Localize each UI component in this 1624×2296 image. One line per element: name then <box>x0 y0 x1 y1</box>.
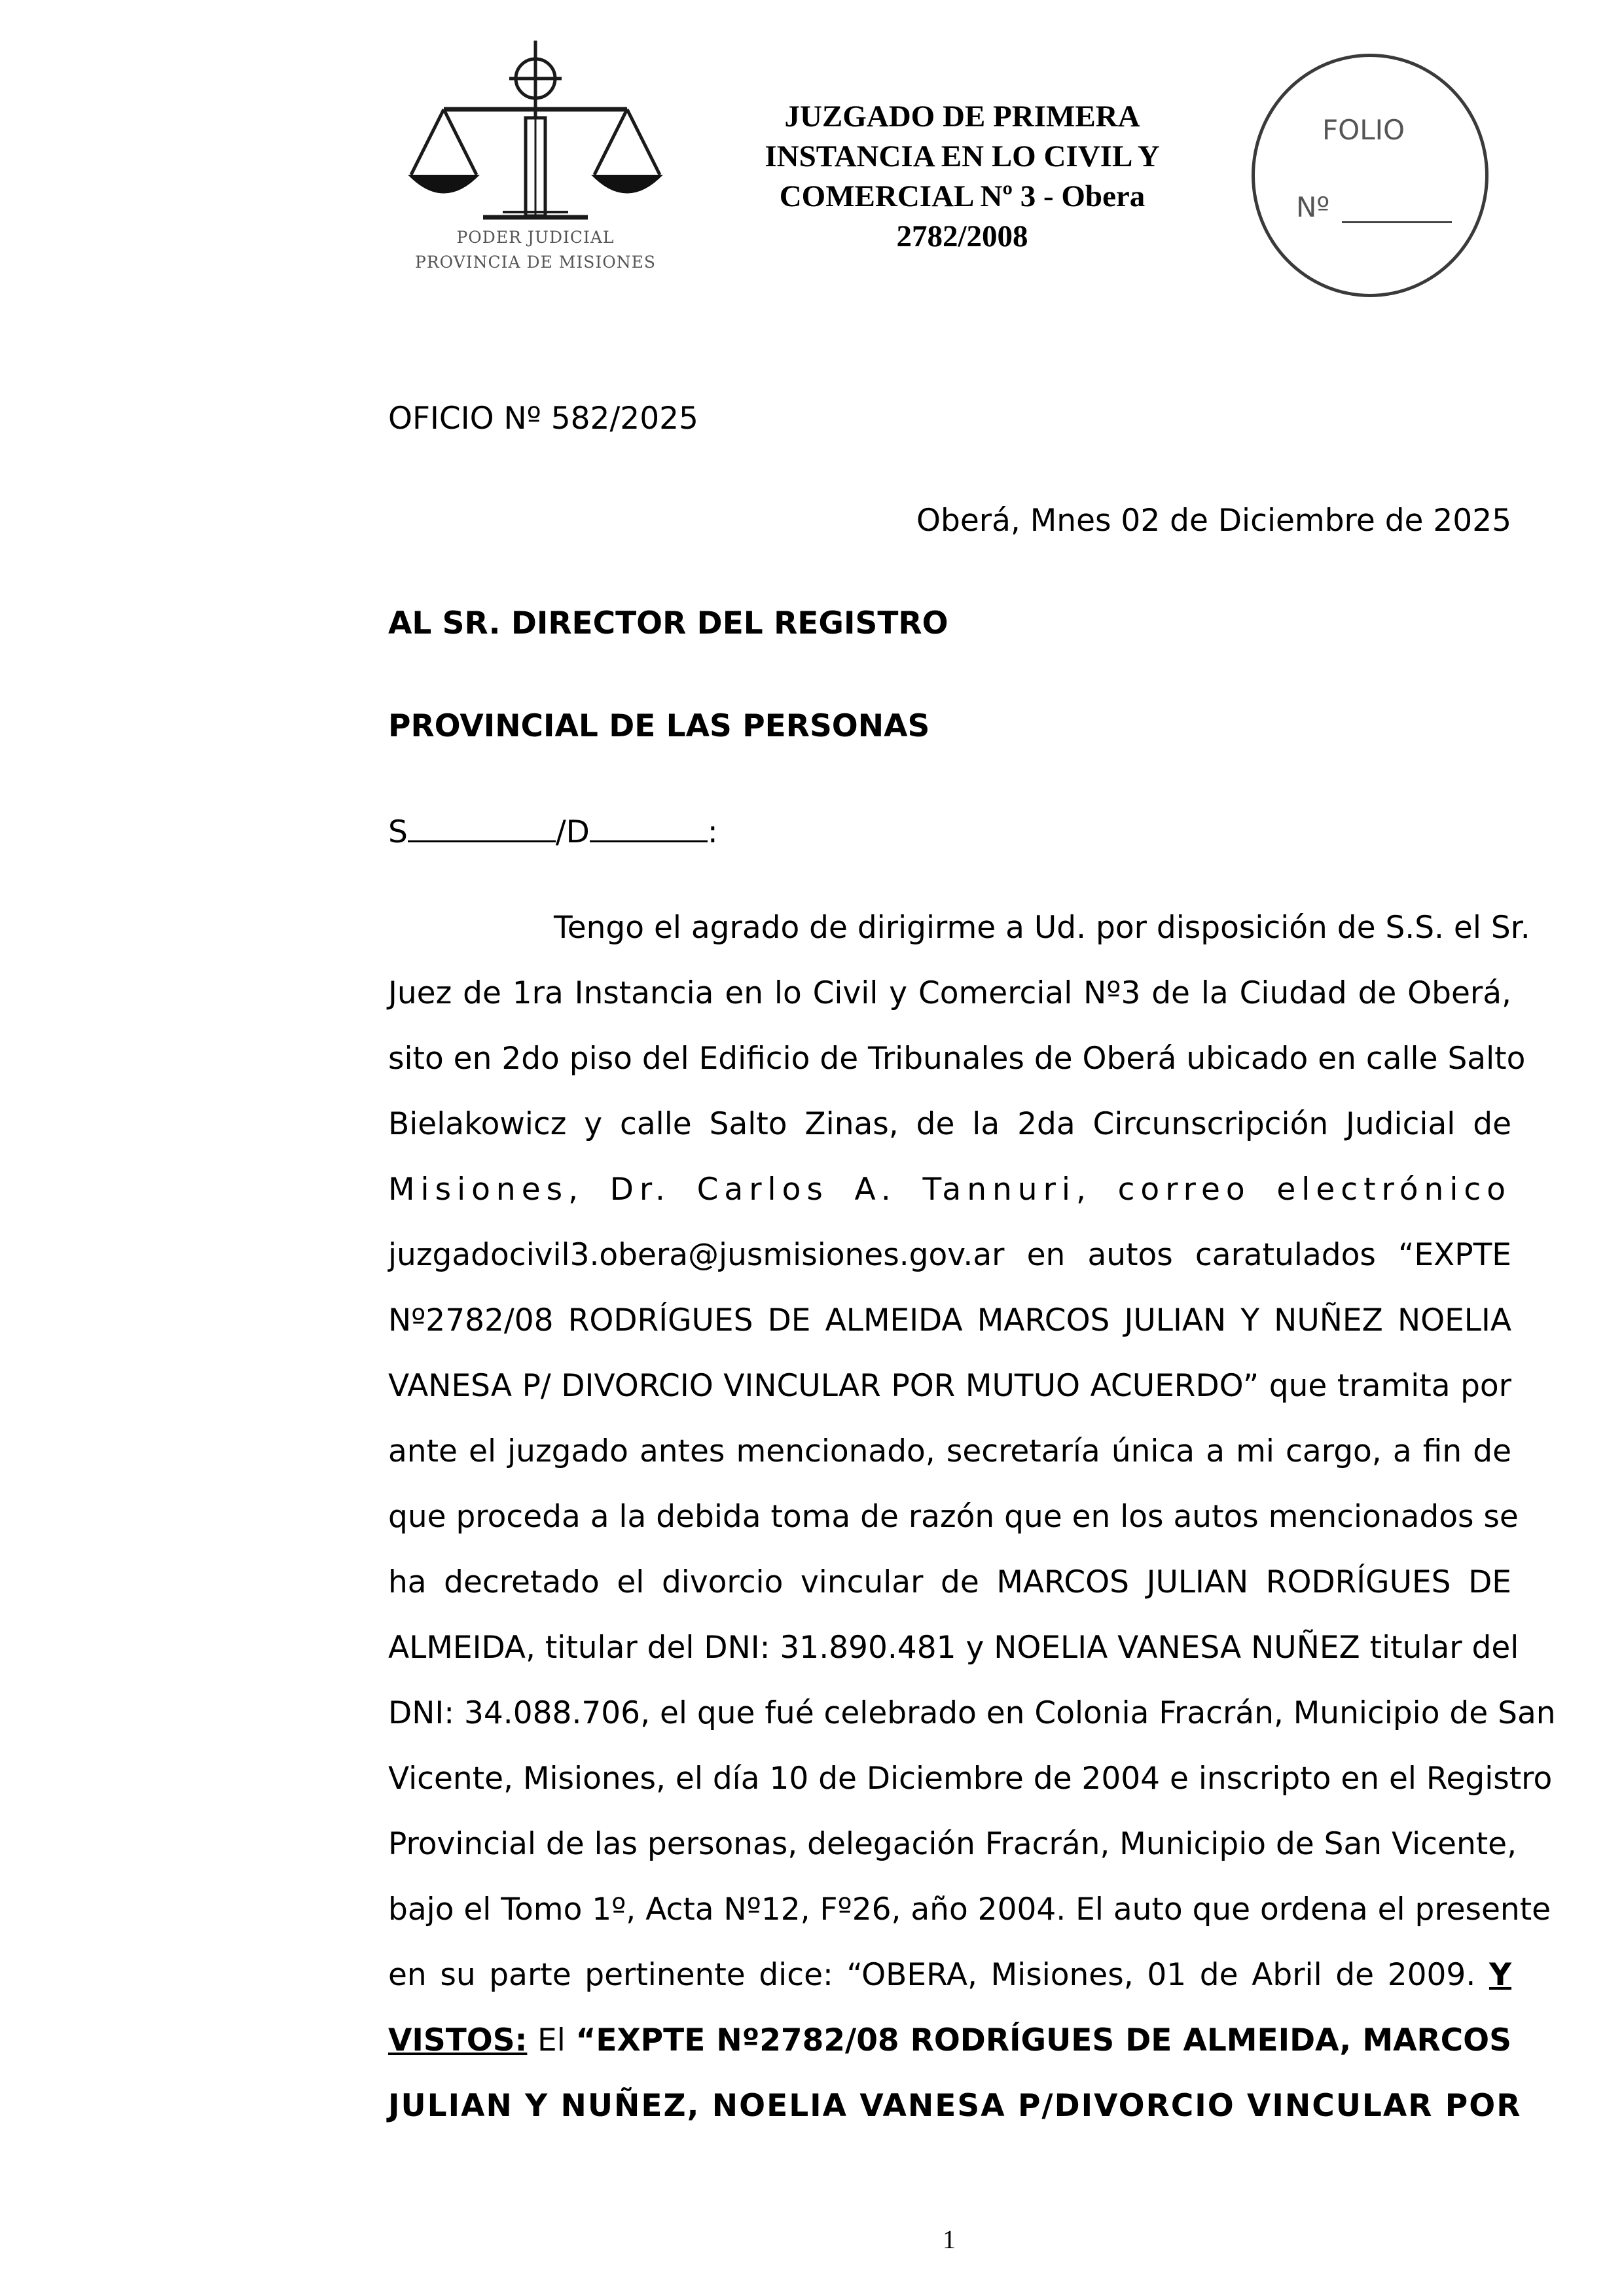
court-header-line4: 2782/2008 <box>896 219 1028 253</box>
body-line: Misiones, Dr. Carlos A. Tannuri, correo electrónico <box>388 1172 1511 1208</box>
body-line: Vicente, Misiones, el día 10 de Diciembre de 2004 e inscripto en el Registro <box>388 1761 1553 1797</box>
logo-caption-line2: PROVINCIA DE MISIONES <box>415 253 656 272</box>
body-line: ALMEIDA, titular del DNI: 31.890.481 y NOELIA VANESA NUÑEZ titular del <box>388 1630 1519 1666</box>
case-title-part1: “EXPTE Nº2782/08 RODRÍGUES DE ALMEIDA, MARCOS <box>575 2022 1511 2058</box>
y-vistos-start: Y <box>1489 1957 1511 1993</box>
salutation-blank-2 <box>590 812 708 842</box>
salutation <box>388 812 718 850</box>
body-line-18-plain: El <box>537 2022 566 2058</box>
salutation-blank-1 <box>408 812 556 842</box>
body-line: juzgadocivil3.obera@jusmisiones.gov.ar en autos caratulados “EXPTE <box>388 1237 1511 1273</box>
logo-caption-line1: PODER JUDICIAL <box>456 228 615 247</box>
court-header <box>733 97 1191 257</box>
body-line: VANESA P/ DIVORCIO VINCULAR POR MUTUO ACUERDO” que tramita por <box>388 1368 1511 1404</box>
court-header-line1: JUZGADO DE PRIMERA <box>784 99 1140 134</box>
salutation-s: S <box>388 814 408 850</box>
folio-circle <box>1252 54 1489 297</box>
page-number: 1 <box>943 2225 956 2254</box>
court-header-line2: INSTANCIA EN LO CIVIL Y <box>765 139 1160 173</box>
oficio-number: OFICIO Nº 582/2025 <box>388 401 698 437</box>
addressee-line1: AL SR. DIRECTOR DEL REGISTRO <box>388 605 948 641</box>
body-line: Nº2782/08 RODRÍGUES DE ALMEIDA MARCOS JULIAN Y NUÑEZ NOELIA <box>388 1302 1511 1338</box>
body-line: Provincial de las personas, delegación Fracrán, Municipio de San Vicente, <box>388 1826 1517 1862</box>
case-title-part2: JULIAN Y NUÑEZ, NOELIA VANESA P/DIVORCIO VINCULAR POR <box>388 2088 1522 2124</box>
court-header-line3: COMERCIAL Nº 3 - Obera <box>779 179 1146 213</box>
body-line: Juez de 1ra Instancia en lo Civil y Comercial Nº3 de la Ciudad de Oberá, <box>388 975 1511 1011</box>
body-line: que proceda a la debida toma de razón que en los autos mencionados se <box>388 1499 1519 1535</box>
body-line: bajo el Tomo 1º, Acta Nº12, Fº26, año 2004. El auto que ordena el presente <box>388 1892 1551 1928</box>
body-line: Bielakowicz y calle Salto Zinas, de la 2da Circunscripción Judicial de <box>388 1106 1511 1142</box>
salutation-colon: : <box>707 814 718 850</box>
body-line <box>388 1957 1511 1995</box>
folio-number-label: Nº <box>1296 191 1330 223</box>
body-line: ha decretado el divorcio vincular de MARCOS JULIAN RODRÍGUES DE <box>388 1564 1511 1600</box>
scales-of-justice-icon <box>405 41 666 243</box>
poder-judicial-logo <box>405 41 666 289</box>
body-line-17-text: en su parte pertinente dice: “OBERA, Misiones, 01 de Abril de 2009. <box>388 1957 1476 1993</box>
place-date: Oberá, Mnes 02 de Diciembre de 2025 <box>916 503 1511 539</box>
body-line: DNI: 34.088.706, el que fué celebrado en Colonia Fracrán, Municipio de San <box>388 1695 1556 1731</box>
folio-title: FOLIO <box>1322 114 1405 146</box>
folio-number-blank <box>1342 221 1452 223</box>
body-line: ante el juzgado antes mencionado, secretaría única a mi cargo, a fin de <box>388 1433 1511 1469</box>
vistos-heading: VISTOS: <box>388 2022 528 2058</box>
folio-stamp <box>1250 52 1492 301</box>
salutation-d: /D <box>555 814 590 850</box>
addressee-line2: PROVINCIAL DE LAS PERSONAS <box>388 708 930 744</box>
body-line: Tengo el agrado de dirigirme a Ud. por disposición de S.S. el Sr. <box>554 910 1530 946</box>
body-line: sito en 2do piso del Edificio de Tribunales de Oberá ubicado en calle Salto <box>388 1041 1526 1077</box>
body-line <box>388 2022 1511 2060</box>
